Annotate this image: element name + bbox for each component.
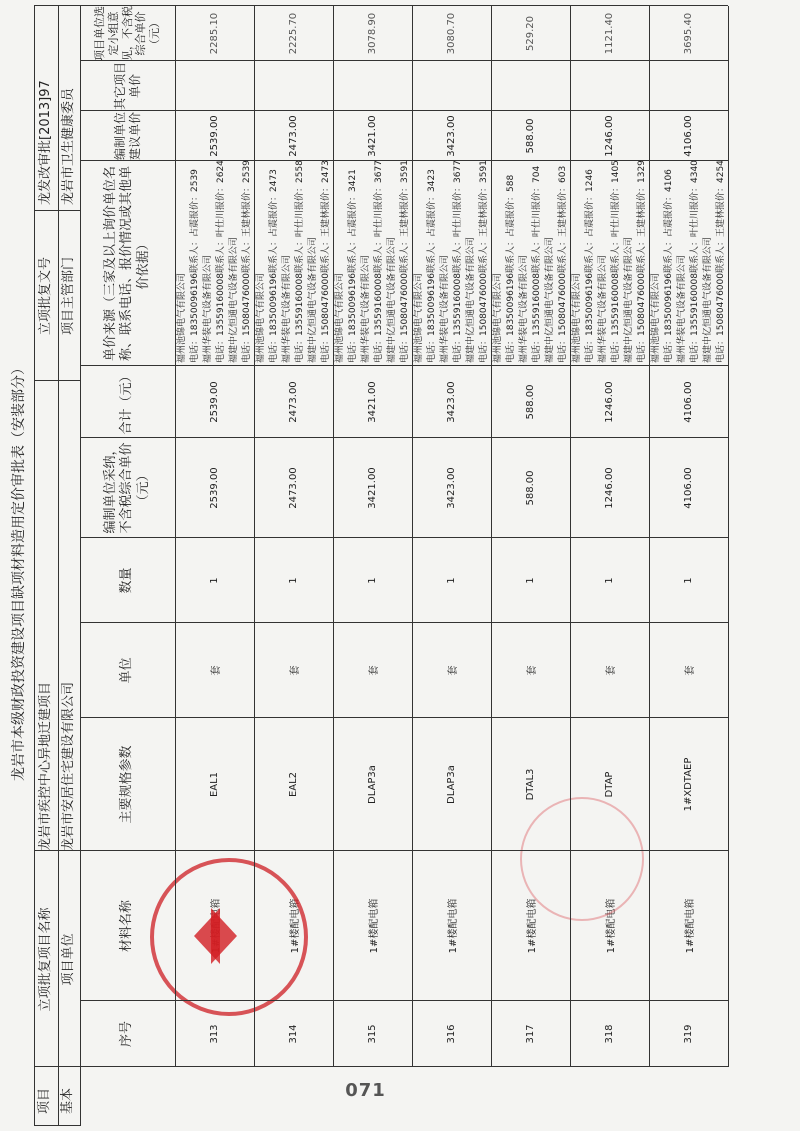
grid-line [728, 6, 729, 1067]
header-other-price: 其它项目单价 [112, 62, 142, 111]
cell-compile-suggest: 4106.00 [683, 115, 694, 157]
cell-total: 2539.00 [209, 381, 220, 423]
cell-material: 1#楼配电箱 [448, 898, 459, 954]
cell-total: 1246.00 [604, 381, 615, 423]
project-unit-label: 项目单位 [60, 933, 76, 986]
price-source-line: 电话：13559160008联系人：叶仕川报价：3677 [453, 160, 463, 363]
cell-other-price [412, 61, 491, 111]
document-title: 龙岩市本级财政投资建设项目缺项材料造用定价审批表（安装部分） [11, 361, 28, 781]
price-source-line: 福州池锦电气有限公司 [256, 272, 266, 363]
cell-compile-price: 4106.00 [683, 467, 694, 509]
cell-total: 588.00 [525, 384, 536, 420]
price-source-line: 电话：15080476000联系人：王建林报价：2539 [242, 160, 252, 363]
cell-unit: 套 [211, 665, 222, 676]
price-source-cell [255, 158, 332, 366]
header-seq: 序号 [119, 1021, 135, 1048]
grid-line [34, 850, 80, 851]
price-source-line: 电话：13559160008联系人：叶仕川报价：2624 [216, 160, 226, 363]
grid-line [80, 437, 728, 438]
price-source-line: 福州华装电气设备有限公司 [440, 254, 450, 363]
price-source-cell [650, 158, 727, 366]
cell-compile-suggest: 3423.00 [446, 115, 457, 157]
price-source-line: 福州池锦电气有限公司 [177, 272, 187, 363]
cell-spec: 1#XDTAEP [683, 757, 694, 812]
cell-seq: 315 [367, 1024, 378, 1044]
cell-unit: 套 [290, 665, 301, 676]
cell-unit: 套 [606, 665, 617, 676]
cell-qty: 1 [446, 577, 457, 584]
seal-star-lower-icon [211, 908, 237, 964]
cell-other-price [649, 61, 728, 111]
authority-label: 项目主管部门 [60, 257, 76, 336]
cell-material: 1#楼配电箱 [606, 898, 617, 954]
price-source-line: 电话：18350096196联系人：占震报价：2539 [190, 169, 200, 363]
grid-line [34, 380, 80, 381]
cell-compile-price: 2539.00 [209, 467, 220, 509]
cell-spec: DTAL3 [525, 768, 536, 801]
cell-material: 1#楼配电箱 [527, 898, 538, 954]
cell-project-unit-price: 1121.40 [604, 12, 615, 55]
grid-line [34, 1125, 80, 1126]
price-source-line: 电话：15080476000联系人：王建林报价：3591 [400, 160, 410, 363]
header-compile-price: 编制单位采纳，不含税综合单价（元） [103, 442, 151, 534]
price-source-line: 电话：15080476000联系人：王建林报价：4254 [716, 160, 726, 363]
price-source-cell [413, 158, 490, 366]
price-source-line: 电话：13559160008联系人：叶仕川报价：2558 [295, 160, 305, 363]
grid-line [80, 60, 728, 61]
cell-compile-suggest: 2539.00 [209, 115, 220, 157]
cell-spec: DTAP [604, 771, 615, 798]
price-source-cell [492, 158, 569, 366]
price-source-line: 福州华装电气设备有限公司 [677, 254, 687, 363]
grid-line [34, 6, 35, 1126]
cell-project-unit-price: 529.20 [525, 16, 536, 51]
cell-material: 1#楼配电箱 [685, 898, 696, 954]
cell-spec: EAL2 [288, 771, 299, 798]
cell-qty: 1 [288, 577, 299, 584]
price-source-line: 电话：15080476000联系人：王建林报价：1329 [637, 160, 647, 363]
page-number: 071 [345, 1080, 386, 1102]
cell-seq: 316 [446, 1024, 457, 1044]
project-approval-label: 立项批复项目名称 [37, 907, 53, 1012]
price-source-line: 电话：18350096196联系人：占震报价：4106 [664, 169, 674, 363]
cell-compile-price: 588.00 [525, 470, 536, 506]
price-source-line: 电话：13559160008联系人：叶仕川报价：3677 [374, 160, 384, 363]
cell-total: 4106.00 [683, 381, 694, 423]
cell-spec: DLAP3a [367, 765, 378, 804]
cell-compile-price: 3421.00 [367, 467, 378, 509]
grid-line [80, 160, 728, 161]
cell-project-unit-price: 3080.70 [446, 12, 457, 55]
cell-other-price [333, 61, 412, 111]
price-source-line: 电话：18350096196联系人：占震报价：588 [506, 174, 516, 363]
cell-unit: 套 [369, 665, 380, 676]
header-material: 材料名称 [119, 900, 135, 953]
approval-doc-value: 龙发改审批[2013]97 [37, 80, 53, 205]
cell-qty: 1 [683, 577, 694, 584]
grid-line [58, 6, 59, 1126]
cell-total: 2473.00 [288, 381, 299, 423]
grid-line [80, 717, 728, 718]
price-source-line: 福州华装电气设备有限公司 [203, 254, 213, 363]
price-source-line: 电话：13559160008联系人：叶仕川报价：1405 [611, 160, 621, 363]
price-source-line: 福州华装电气设备有限公司 [282, 254, 292, 363]
price-source-line: 福州池锦电气有限公司 [572, 272, 582, 363]
cell-qty: 1 [604, 577, 615, 584]
price-source-line: 电话：15080476000联系人：王建林报价：2473 [321, 160, 331, 363]
company-seal [150, 858, 308, 1016]
grid-line [80, 365, 728, 366]
price-source-line: 福州池锦电气有限公司 [335, 272, 345, 363]
cell-unit: 套 [527, 665, 538, 676]
price-source-line: 电话：18350096196联系人：占震报价：1246 [585, 169, 595, 363]
cell-seq: 319 [683, 1024, 694, 1044]
cell-seq: 318 [604, 1024, 615, 1044]
cell-spec: DLAP3a [446, 765, 457, 804]
cell-unit: 套 [685, 665, 696, 676]
price-source-line: 福州池锦电气有限公司 [493, 272, 503, 363]
price-source-line: 电话：15080476000联系人：王建林报价：603 [558, 165, 568, 363]
price-source-line: 福州华装电气设备有限公司 [519, 254, 529, 363]
faint-seal [520, 797, 644, 921]
cell-compile-price: 1246.00 [604, 467, 615, 509]
left-label-basic: 基本 [59, 1088, 75, 1115]
cell-compile-suggest: 1246.00 [604, 115, 615, 157]
price-source-line: 福建中亿恒通电气设备有限公司 [308, 236, 318, 363]
price-source-line: 电话：18350096196联系人：占震报价：3423 [427, 169, 437, 363]
cell-project-unit-price: 3695.40 [683, 12, 694, 55]
price-source-line: 福建中亿恒通电气设备有限公司 [545, 236, 555, 363]
cell-project-unit-price: 2225.70 [288, 12, 299, 55]
header-compile-suggest: 编制单位建议单价 [112, 112, 142, 161]
cell-total: 3423.00 [446, 381, 457, 423]
price-source-line: 福建中亿恒通电气设备有限公司 [466, 236, 476, 363]
header-spec: 主要规格参数 [119, 745, 135, 824]
cell-seq: 313 [209, 1024, 220, 1044]
cell-seq: 317 [525, 1024, 536, 1044]
cell-other-price [175, 61, 254, 111]
grid-line [80, 537, 728, 538]
cell-qty: 1 [209, 577, 220, 584]
grid-line [80, 850, 728, 851]
authority-value: 龙岩市卫生健康委员 [60, 87, 76, 205]
price-source-line: 电话：13559160008联系人：叶仕川报价：4340 [690, 160, 700, 363]
left-label-project: 项目 [36, 1088, 52, 1115]
cell-qty: 1 [367, 577, 378, 584]
cell-compile-suggest: 588.00 [525, 118, 536, 154]
grid-line [80, 622, 728, 623]
cell-compile-suggest: 2473.00 [288, 115, 299, 157]
project-unit-value: 龙岩市安居住宅建设有限公司 [60, 681, 76, 851]
cell-project-unit-price: 2285.10 [209, 12, 220, 55]
price-source-cell [334, 158, 411, 366]
grid-line [34, 1066, 728, 1067]
cell-compile-suggest: 3421.00 [367, 115, 378, 157]
project-approval-value: 龙岩市疾控中心异地迁建项目 [37, 681, 53, 851]
header-qty: 数量 [119, 567, 135, 594]
cell-other-price [254, 61, 333, 111]
price-source-cell [176, 158, 253, 366]
cell-qty: 1 [525, 577, 536, 584]
price-source-cell [571, 158, 648, 366]
header-total: 合计（元） [119, 369, 135, 435]
price-source-line: 电话：15080476000联系人：王建林报价：3591 [479, 160, 489, 363]
grid-line [80, 110, 728, 111]
cell-total: 3421.00 [367, 381, 378, 423]
price-source-line: 电话：18350096196联系人：占震报价：3421 [348, 169, 358, 363]
grid-line [34, 5, 728, 6]
approval-doc-label: 立项批复文号 [37, 257, 53, 336]
cell-material: 1#楼配电箱 [369, 898, 380, 954]
header-project-unit-price: 项目单位选定小组意见，不含税综合单价（元） [93, 6, 162, 61]
cell-material: 1#楼配电箱 [211, 898, 222, 954]
price-source-line: 福建中亿恒通电气设备有限公司 [703, 236, 713, 363]
cell-unit: 套 [448, 665, 459, 676]
price-source-line: 福州池锦电气有限公司 [414, 272, 424, 363]
grid-line [80, 1000, 728, 1001]
cell-compile-price: 3423.00 [446, 467, 457, 509]
cell-compile-price: 2473.00 [288, 467, 299, 509]
price-source-line: 福建中亿恒通电气设备有限公司 [624, 236, 634, 363]
price-source-line: 福州池锦电气有限公司 [651, 272, 661, 363]
cell-material: 1#楼配电箱 [290, 898, 301, 954]
price-source-line: 电话：18350096196联系人：占震报价：2473 [269, 169, 279, 363]
price-source-line: 福建中亿恒通电气设备有限公司 [387, 236, 397, 363]
header-unit: 单位 [119, 657, 135, 684]
cell-seq: 314 [288, 1024, 299, 1044]
price-source-line: 福州华装电气设备有限公司 [361, 254, 371, 363]
price-source-line: 福建中亿恒通电气设备有限公司 [229, 236, 239, 363]
cell-project-unit-price: 3078.90 [367, 12, 378, 55]
cell-other-price [491, 61, 570, 111]
price-source-line: 电话：13559160008联系人：叶仕川报价：704 [532, 165, 542, 363]
grid-line [80, 6, 81, 1126]
grid-line [34, 210, 80, 211]
cell-other-price [570, 61, 649, 111]
price-source-line: 福州华装电气设备有限公司 [598, 254, 608, 363]
header-source: 单价来源（三家及以上询价单位名称、联系电话、报价情况或其他单价依据） [103, 166, 151, 362]
cell-spec: EAL1 [209, 771, 220, 798]
